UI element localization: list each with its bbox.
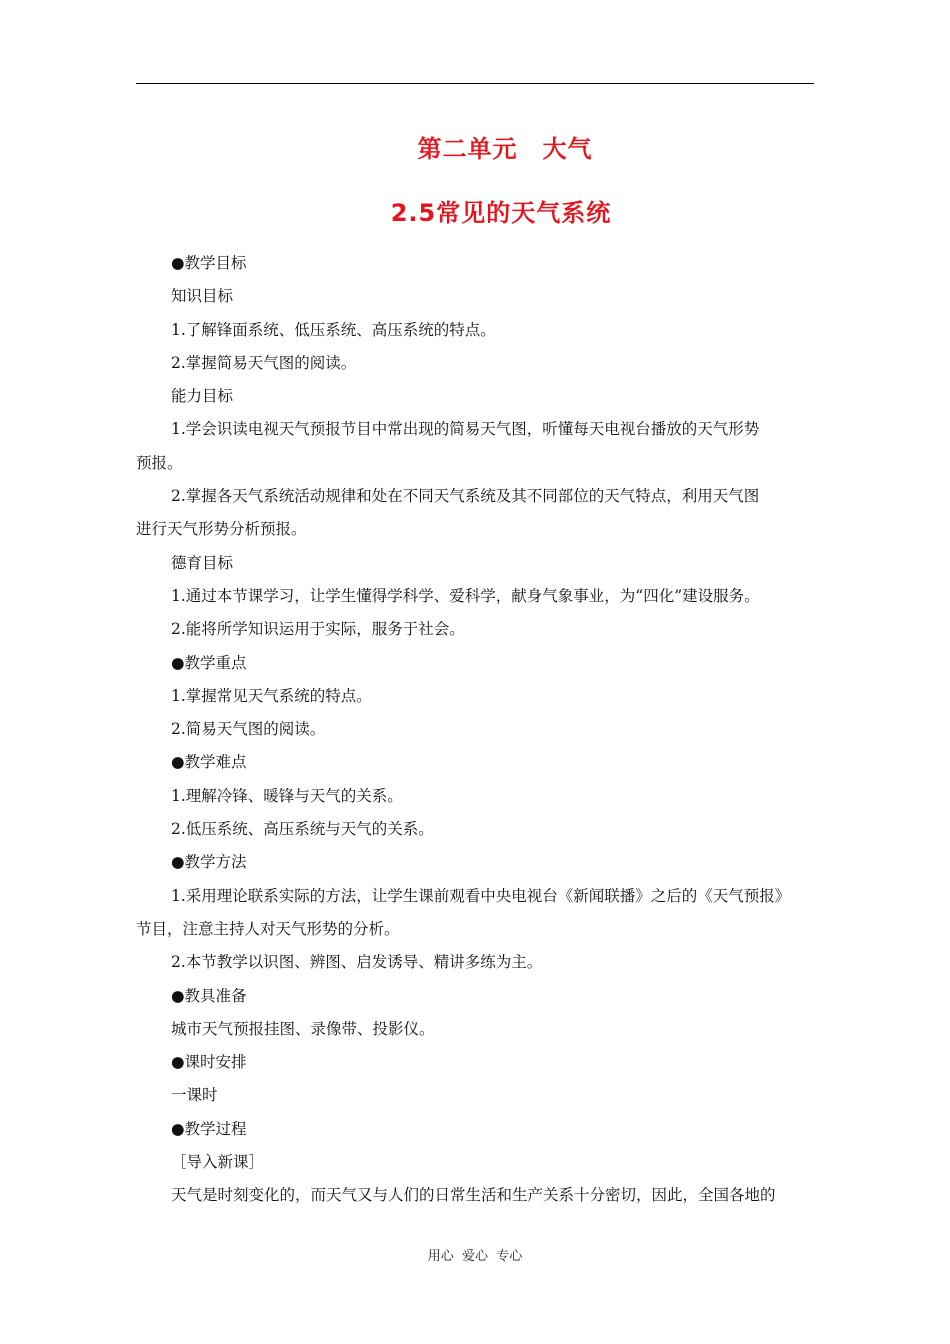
unit-title: 第二单元 大气 — [417, 135, 593, 163]
body-line: 1.通过本节课学习，让学生懂得学科学、爱科学，献身气象事业，为“四化”建设服务。 — [171, 586, 760, 605]
body-line: ●教学方法 — [171, 853, 247, 872]
body-line: 能力目标 — [171, 387, 234, 406]
body-line: 进行天气形势分析预报。 — [136, 520, 307, 539]
body-line: ●教学重点 — [171, 653, 247, 672]
body-line: 2.掌握各天气系统活动规律和处在不同天气系统及其不同部位的天气特点，利用天气图 — [171, 487, 760, 506]
body-line: 1.理解冷锋、暖锋与天气的关系。 — [171, 786, 403, 805]
body-line: ●教学难点 — [171, 753, 247, 772]
body-line: ●教学过程 — [171, 1119, 247, 1138]
page-footer: 用心 爱心 专心 — [427, 1249, 523, 1264]
body-line: 天气是时刻变化的，而天气又与人们的日常生活和生产关系十分密切，因此，全国各地的 — [171, 1186, 776, 1205]
body-line: 1.学会识读电视天气预报节目中常出现的简易天气图，听懂每天电视台播放的天气形势 — [171, 420, 760, 439]
body-line: 1.采用理论联系实际的方法，让学生课前观看中央电视台《新闻联播》之后的《天气预报》 — [171, 886, 791, 905]
body-line: 2.掌握简易天气图的阅读。 — [171, 353, 357, 372]
document-body — [136, 247, 814, 1213]
lesson-title: 2.5常见的天气系统 — [390, 199, 612, 227]
body-line: 2.低压系统、高压系统与天气的关系。 — [171, 820, 434, 839]
body-line: 知识目标 — [171, 287, 234, 306]
body-line: 节目，注意主持人对天气形势的分析。 — [136, 919, 400, 938]
body-line: ●教学目标 — [171, 254, 247, 272]
body-line: 德育目标 — [171, 553, 234, 572]
header-rule — [136, 83, 814, 84]
body-line: 2.本节教学以识图、辨图、启发诱导、精讲多练为主。 — [171, 953, 543, 972]
body-line: ●教具准备 — [171, 986, 247, 1005]
body-line: ［导入新课］ — [171, 1153, 265, 1172]
body-line: 2.简易天气图的阅读。 — [171, 720, 326, 739]
body-line: 预报。 — [136, 453, 183, 472]
body-line: 城市天气预报挂图、录像带、投影仪。 — [171, 1019, 435, 1038]
body-line: 1.掌握常见天气系统的特点。 — [171, 686, 372, 705]
body-line: 1.了解锋面系统、低压系统、高压系统的特点。 — [171, 320, 496, 339]
body-line: 一课时 — [171, 1086, 218, 1105]
body-line: 2.能将所学知识运用于实际，服务于社会。 — [171, 620, 465, 639]
body-line: ●课时安排 — [171, 1053, 247, 1072]
